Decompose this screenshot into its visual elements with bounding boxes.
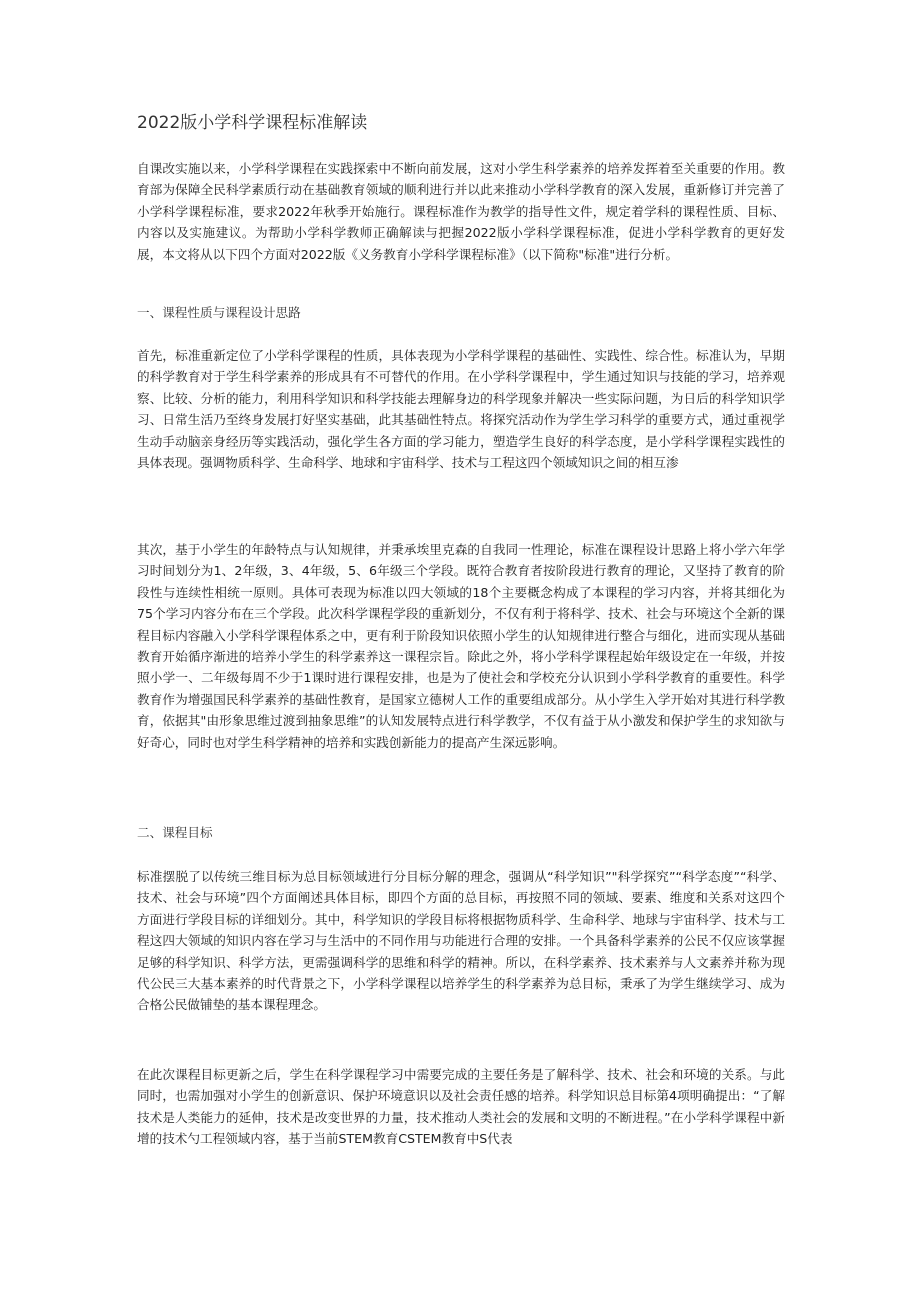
section-heading-course-goals: 二、课程目标 <box>137 825 213 840</box>
intro-paragraph: 自课改实施以来，小学科学课程在实践探索中不断向前发展，这对小学生科学素养的培养发挥着至关重要的作用。教育部为保障全民科学素质行动在基础教育领域的顺利进行并以此来推动小学科学教育的深入发展，重新修订并完善了小学科学课程标准，要求2022年秋季开始施行。课程标准作为教学的指导性文件，规定着学科的课程性质、目标、内容以及实施建议。为帮助小学科学教师正确解读与把握2022版小学科学课程标准，促进小学科学教育的更好发展，本文将从以下四个方面对2022版《义务教育小学科学课程标准》（以下简称"标准"进行分析。 <box>137 161 785 262</box>
document-title: 2022版小学科学课程标准解读 <box>137 113 368 133</box>
section-heading-course-nature: 一、课程性质与课程设计思路 <box>137 305 301 320</box>
paragraph-course-goals-2: 在此次课程目标更新之后，学生在科学课程学习中需要完成的主要任务是了解科学、技术、社会和环境的关系。与此同时，也需加强对小学生的创新意识、保护环境意识以及社会责任感的培养。科学知识总目标第4项明确提出：“了解技术是人类能力的延伸，技术是改变世界的力量，技术推动人类社会的发展和文明的不断进程。”在小学科学课程中新增的技术勺工程领域内容，基于当前STEM教育CSTEM教育中S代表 <box>137 1067 785 1147</box>
paragraph-course-nature-2: 其次，基于小学生的年龄特点与认知规律，并秉承埃里克森的自我同一性理论，标准在课程设计思路上将小学六年学习时间划分为1、2年级，3、4年级，5、6年级三个学段。既符合教育者按阶段进行教育的理论，又坚持了教育的阶段性与连续性相统一原则。具体可表现为标准以四大领域的18个主要概念构成了本课程的学习内容，并将其细化为75个学习内容分布在三个学段。此次科学课程学段的重新划分，不仅有利于将科学、技术、社会与环境这个全新的课程目标内容融入小学科学课程体系之中，更有利于阶段知识依照小学生的认知规律进行整合与细化，进而实现从基础教育开始循序渐进的培养小学生的科学素养这一课程宗旨。除此之外，将小学科学课程起始年级设定在一年级，并按照小学一、二年级每周不少于1课时进行课程安排，也是为了使社会和学校充分认识到小学科学教育的重要性。科学教育作为增强国民科学素养的基础性教育，是国家立德树人工作的重要组成部分。从小学生入学开始对其进行科学教育，依据其"由形象思维过渡到抽象思维”的认知发展特点进行科学教学，不仅有益于从小激发和保护学生的求知欲与好奇心，同时也对学生科学精神的培养和实践创新能力的提高产生深远影响。 <box>137 542 785 750</box>
paragraph-course-goals-1: 标准摆脱了以传统三维目标为总目标领域进行分目标分解的理念，强调从“科学知识”"科学探究”“科学态度”“科学、技术、社会与环境”四个方面阐述具体目标，即四个方面的总目标，再按照不同的领域、要素、维度和关系对这四个方面进行学段目标的详细划分。其中，科学知识的学段目标将根据物质科学、生命科学、地球与宇宙科学、技术与工程这四大领域的知识内容在学习与生活中的不同作用与功能进行合理的安排。一个具备科学素养的公民不仅应该掌握足够的科学知识、科学方法，更需强调科学的思维和科学的精神。所以，在科学素养、技术素养与人文素养并称为现代公民三大基本素养的时代背景之下，小学科学课程以培养学生的科学素养为总目标，秉承了为学生继续学习、成为合格公民做铺垫的基本课程理念。 <box>137 869 785 1013</box>
paragraph-course-nature-1: 首先，标准重新定位了小学科学课程的性质，具体表现为小学科学课程的基础性、实践性、综合性。标准认为，早期的科学教育对于学生科学素养的形成具有不可替代的作用。在小学科学课程中，学生通过知识与技能的学习，培养观察、比较、分析的能力，利用科学知识和科学技能去理解身边的科学现象并解决一些实际问题，为日后的科学知识学习、日常生活乃至终身发展打好坚实基础，此其基础性特点。将探究活动作为学生学习科学的重要方式，通过重视学生动手动脑亲身经历等实践活动，强化学生各方面的学习能力，塑造学生良好的科学态度，是小学科学课程实践性的具体表现。强调物质科学、生命科学、地球和宇宙科学、技术与工程这四个领域知识之间的相互渗 <box>137 348 785 471</box>
